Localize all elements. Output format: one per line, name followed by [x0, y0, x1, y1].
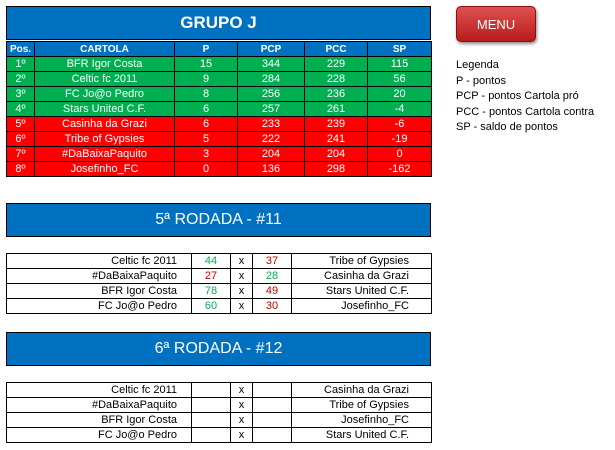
pcc-cell: 241: [305, 132, 368, 147]
standings-row: [7, 57, 432, 72]
team-cell: Stars United C.F.: [35, 102, 175, 117]
pcp-cell: 344: [238, 57, 305, 72]
position-cell: 5º: [7, 117, 35, 132]
standings-row: [7, 162, 432, 177]
pcc-cell: 204: [305, 147, 368, 162]
pcp-cell: 257: [238, 102, 305, 117]
standings-row: [7, 147, 432, 162]
pcc-cell: 298: [305, 162, 368, 177]
home-score-cell: 78: [192, 284, 231, 299]
sp-cell: -6: [368, 117, 432, 132]
versus-cell: x: [231, 383, 253, 398]
standings-row: [7, 102, 432, 117]
points-cell: 6: [175, 117, 238, 132]
away-score-cell: 28: [253, 269, 292, 284]
versus-cell: x: [231, 398, 253, 413]
match-row: [7, 398, 432, 413]
away-team-cell: Josefinho_FC: [292, 413, 432, 428]
match-row: [7, 284, 432, 299]
sp-cell: 20: [368, 87, 432, 102]
pcc-cell: 228: [305, 72, 368, 87]
points-cell: 9: [175, 72, 238, 87]
legend: [456, 58, 594, 136]
menu-button[interactable]: MENU: [456, 6, 536, 42]
match-row: [7, 299, 432, 314]
position-cell: 2º: [7, 72, 35, 87]
standings-row: [7, 117, 432, 132]
home-team-cell: #DaBaixaPaquito: [7, 269, 192, 284]
position-cell: 4º: [7, 102, 35, 117]
points-cell: 5: [175, 132, 238, 147]
away-team-cell: Stars United C.F.: [292, 428, 432, 443]
team-cell: Tribe of Gypsies: [35, 132, 175, 147]
pcp-cell: 233: [238, 117, 305, 132]
round5-title: 5ª RODADA - #11: [6, 203, 431, 237]
versus-cell: x: [231, 254, 253, 269]
team-cell: FC Jo@o Pedro: [35, 87, 175, 102]
away-team-cell: Tribe of Gypsies: [292, 254, 432, 269]
sp-cell: -162: [368, 162, 432, 177]
team-cell: #DaBaixaPaquito: [35, 147, 175, 162]
away-team-cell: Casinha da Grazi: [292, 383, 432, 398]
pcp-cell: 284: [238, 72, 305, 87]
standings-row: [7, 132, 432, 147]
round5-matches-table: [6, 253, 432, 314]
sp-cell: 56: [368, 72, 432, 87]
away-score-cell: [253, 383, 292, 398]
match-row: [7, 383, 432, 398]
standings-row: [7, 87, 432, 102]
home-team-cell: Celtic fc 2011: [7, 254, 192, 269]
sp-cell: -19: [368, 132, 432, 147]
pcp-cell: 222: [238, 132, 305, 147]
home-score-cell: 44: [192, 254, 231, 269]
home-score-cell: 27: [192, 269, 231, 284]
home-score-cell: [192, 383, 231, 398]
standings-row: [7, 72, 432, 87]
round6-matches-table: [6, 382, 432, 443]
away-team-cell: Tribe of Gypsies: [292, 398, 432, 413]
home-score-cell: [192, 428, 231, 443]
points-cell: 3: [175, 147, 238, 162]
away-score-cell: [253, 428, 292, 443]
legend-item-sp: SP - saldo de pontos: [456, 121, 558, 133]
home-team-cell: BFR Igor Costa: [7, 284, 192, 299]
versus-cell: x: [231, 413, 253, 428]
column-header-pos: Pos.: [7, 42, 35, 57]
position-cell: 1º: [7, 57, 35, 72]
home-team-cell: Celtic fc 2011: [7, 383, 192, 398]
away-score-cell: [253, 398, 292, 413]
pcp-cell: 136: [238, 162, 305, 177]
versus-cell: x: [231, 428, 253, 443]
away-score-cell: 37: [253, 254, 292, 269]
home-score-cell: 60: [192, 299, 231, 314]
team-cell: Josefinho_FC: [35, 162, 175, 177]
versus-cell: x: [231, 284, 253, 299]
column-header-pcp: PCP: [238, 42, 305, 57]
away-score-cell: [253, 413, 292, 428]
column-header-pcc: PCC: [305, 42, 368, 57]
position-cell: 6º: [7, 132, 35, 147]
match-row: [7, 413, 432, 428]
column-header-cartola: CARTOLA: [35, 42, 175, 57]
away-score-cell: 49: [253, 284, 292, 299]
legend-item-pcc: PCC - pontos Cartola contra: [456, 105, 595, 118]
versus-cell: x: [231, 299, 253, 314]
home-team-cell: #DaBaixaPaquito: [7, 398, 192, 413]
points-cell: 8: [175, 87, 238, 102]
team-cell: Casinha da Grazi: [35, 117, 175, 132]
position-cell: 8º: [7, 162, 35, 177]
sp-cell: 115: [368, 57, 432, 72]
column-header-sp: SP: [368, 42, 432, 57]
legend-item-pcp: PCP - pontos Cartola pró: [456, 90, 579, 102]
away-team-cell: Stars United C.F.: [292, 284, 432, 299]
pcc-cell: 236: [305, 87, 368, 102]
match-row: [7, 254, 432, 269]
legend-item-p: P - pontos: [456, 74, 506, 87]
position-cell: 3º: [7, 87, 35, 102]
pcp-cell: 204: [238, 147, 305, 162]
position-cell: 7º: [7, 147, 35, 162]
away-score-cell: 30: [253, 299, 292, 314]
home-score-cell: [192, 413, 231, 428]
match-row: [7, 269, 432, 284]
standings-table: [6, 41, 432, 177]
home-score-cell: [192, 398, 231, 413]
column-header-p: P: [175, 42, 238, 57]
group-title: GRUPO J: [6, 6, 431, 40]
points-cell: 15: [175, 57, 238, 72]
pcc-cell: 229: [305, 57, 368, 72]
pcc-cell: 239: [305, 117, 368, 132]
round6-title: 6ª RODADA - #12: [6, 332, 431, 366]
points-cell: 0: [175, 162, 238, 177]
away-team-cell: Josefinho_FC: [292, 299, 432, 314]
away-team-cell: Casinha da Grazi: [292, 269, 432, 284]
team-cell: BFR Igor Costa: [35, 57, 175, 72]
match-row: [7, 428, 432, 443]
pcc-cell: 261: [305, 102, 368, 117]
home-team-cell: BFR Igor Costa: [7, 413, 192, 428]
home-team-cell: FC Jo@o Pedro: [7, 299, 192, 314]
team-cell: Celtic fc 2011: [35, 72, 175, 87]
home-team-cell: FC Jo@o Pedro: [7, 428, 192, 443]
versus-cell: x: [231, 269, 253, 284]
sp-cell: -4: [368, 102, 432, 117]
standings-header-row: [7, 42, 432, 57]
pcp-cell: 256: [238, 87, 305, 102]
legend-title: Legenda: [456, 59, 499, 71]
points-cell: 6: [175, 102, 238, 117]
sp-cell: 0: [368, 147, 432, 162]
